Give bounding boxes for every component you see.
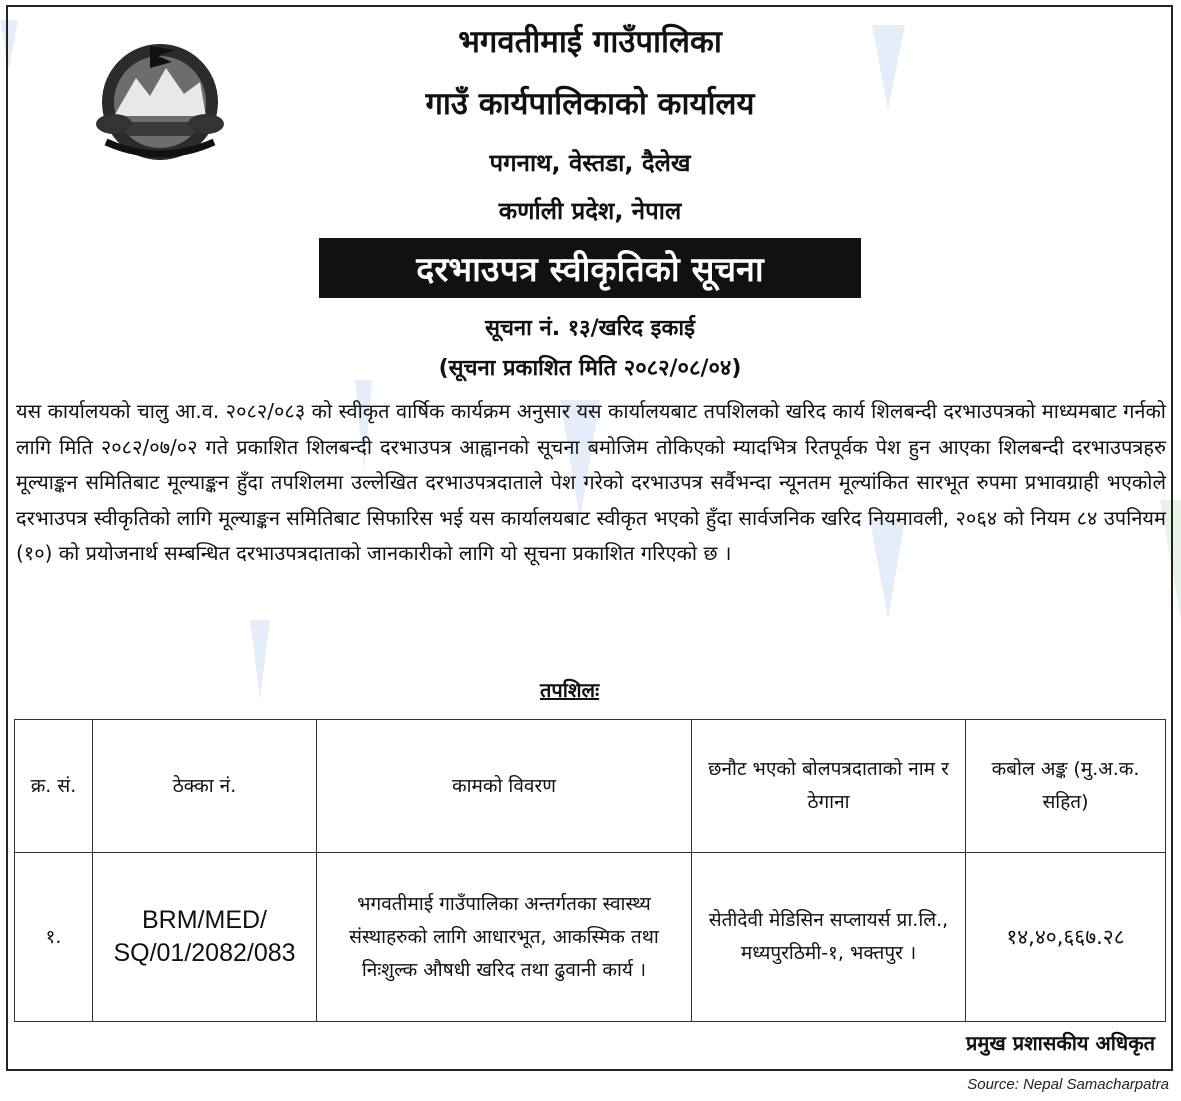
notice-number: सूचना नं. १३/खरिद इकाई <box>485 316 695 341</box>
municipality-name: भगवतीमाई गाउँपालिका <box>458 24 722 60</box>
notice-title: दरभाउपत्र स्वीकृतिको सूचना <box>416 250 764 290</box>
col-header-amount: कबोल अङ्क (मु.अ.क. सहित) <box>966 720 1166 853</box>
cell-work: भगवतीमाई गाउँपालिका अन्तर्गतका स्वास्थ्य संस्थाहरुको लागि आधारभूत, आकस्मिक तथा निःशुल्क औषधी खरिद तथा ढुवानी कार्य । <box>317 853 692 1022</box>
notice-title-banner <box>319 238 861 298</box>
notice-body: यस कार्यालयको चालु आ.व. २०८२/०८३ को स्वीकृत वार्षिक कार्यक्रम अनुसार यस कार्यालयबाट तपशिलको खरिद कार्य शिलबन्दी दरभाउपत्रको माध्यमबाट गर्नको लागि मिति २०८२/०७/०२ गते प्रकाशित शिलबन्दी दरभाउपत्र आह्वानको सूचना बमोजिम तोकिएको म्यादभित्र रितपूर्वक पेश हुन आएका शिलबन्दी दरभाउपत्रहरु मूल्याङ्कन समितिबाट मूल्याङ्कन हुँदा तपशिलमा उल्लेखित दरभाउपत्रदाताले पेश गरेको दरभाउपत्र सर्वैभन्दा न्यूनतम मूल्यांकित सारभूत रुपमा प्रभावग्राही भएकोले दरभाउपत्र स्वीकृतिको लागि मूल्याङ्कन समितिबाट सिफारिस भई यस कार्यालयबाट स्वीकृत भएको हुँदा सार्वजनिक खरिद नियमावली, २०६४ को नियम ८४ उपनियम (१०) को प्रयोजनार्थ सम्बन्धित दरभाउपत्रदाताको जानकारीको लागि यो सूचना प्रकाशित गरिएको छ । <box>16 399 1166 566</box>
schedule-heading: तपशिलः <box>540 678 600 702</box>
province-country: कर्णाली प्रदेश, नेपाल <box>498 197 682 225</box>
schedule-table <box>14 719 1166 1022</box>
table-header-row <box>15 720 1166 853</box>
table-row <box>15 853 1166 1022</box>
office-address: पगनाथ, वेस्तडा, दैलेख <box>489 149 691 177</box>
signatory-title: प्रमुख प्रशासकीय अधिकृत <box>966 1031 1155 1055</box>
publication-date: (सूचना प्रकाशित मिति २०८२/०८/०४) <box>438 356 742 381</box>
office-name: गाउँ कार्यपालिकाको कार्यालय <box>425 86 755 122</box>
cell-contract: BRM/MED/ SQ/01/2082/083 <box>93 853 317 1022</box>
col-header-contract: ठेक्का नं. <box>93 720 317 853</box>
coat-of-arms-emblem <box>80 38 240 166</box>
cell-sn: १. <box>15 853 93 1022</box>
col-header-sn: क्र. सं. <box>15 720 93 853</box>
col-header-bidder: छनौट भएको बोलपत्रदाताको नाम र ठेगाना <box>692 720 966 853</box>
cell-amount: १४,४०,६६७.२८ <box>966 853 1166 1022</box>
cell-bidder: सेतीदेवी मेडिसिन सप्लायर्स प्रा.लि., मध्यपुरठिमी-१, भक्तपुर । <box>692 853 966 1022</box>
col-header-work: कामको विवरण <box>317 720 692 853</box>
source-credit: Source: Nepal Samacharpatra <box>967 1076 1169 1093</box>
